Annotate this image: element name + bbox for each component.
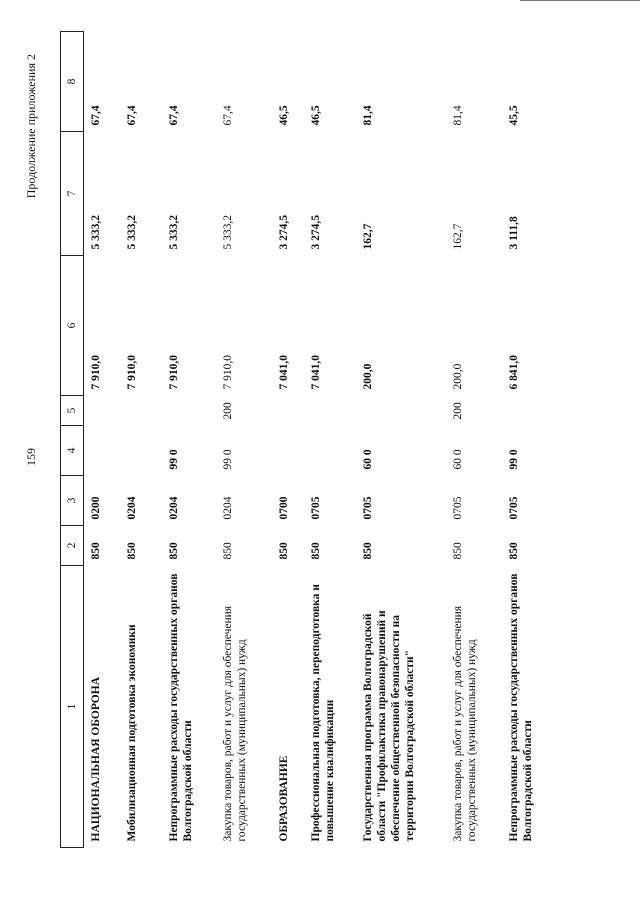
row-value: 7 910,0 (167, 355, 180, 390)
row-value: 3 274,5 (277, 215, 290, 250)
table-row (304, 32, 356, 848)
row-value: 3 274,5 (309, 215, 322, 250)
page-number: 159 (24, 448, 38, 466)
row-value: 7 041,0 (277, 355, 290, 390)
row-value: 7 910,0 (90, 355, 102, 390)
column-header: 6 (61, 256, 84, 396)
row-code (304, 426, 356, 476)
row-code: 850 (277, 542, 290, 560)
row-value: 162,7 (361, 223, 374, 250)
table-row (502, 32, 548, 848)
row-value: 200,0 (451, 363, 464, 390)
row-name: Профессиональная подготовка, переподготовка и повышение квалификации (309, 584, 336, 842)
row-name: Непрограммные расходы государственных органов Волгоградской области (507, 573, 534, 842)
row-value: 67,4 (90, 105, 102, 126)
column-header: 7 (61, 132, 84, 256)
row-code: 850 (361, 542, 374, 560)
row-code: 200 (221, 402, 234, 420)
row-code: 850 (221, 542, 234, 560)
row-code: 0705 (451, 496, 464, 520)
row-code: 850 (309, 542, 322, 560)
row-code: 0700 (277, 496, 290, 520)
row-value: 46,5 (277, 105, 290, 126)
row-code (272, 426, 304, 476)
column-header: 3 (61, 476, 84, 526)
row-code (84, 426, 120, 476)
row-code (272, 396, 304, 426)
row-code: 850 (125, 542, 138, 560)
rotated-page (20, 30, 620, 870)
row-value: 67,4 (167, 105, 180, 126)
table-row (272, 32, 304, 848)
row-value: 46,5 (309, 105, 322, 126)
row-value: 7 910,0 (125, 355, 138, 390)
row-value: 81,4 (451, 105, 464, 126)
row-value: 162,7 (451, 223, 464, 250)
row-code (502, 396, 548, 426)
row-name: Мобилизационная подготовка экономики (125, 624, 138, 842)
row-code: 99 0 (167, 449, 180, 470)
row-code (356, 396, 446, 426)
row-code: 60 0 (361, 449, 374, 470)
row-value: 7 910,0 (221, 355, 234, 390)
column-header: 4 (61, 426, 84, 476)
row-name: Закупка товаров, работ и услуг для обеспечения государственных (муниципальных) нужд (221, 605, 248, 842)
row-code: 99 0 (221, 449, 234, 470)
row-code: 0204 (167, 496, 180, 520)
row-code (304, 396, 356, 426)
row-value: 67,4 (125, 105, 138, 126)
row-code: 0204 (125, 496, 138, 520)
row-code: 0204 (221, 496, 234, 520)
row-name: НАЦИОНАЛЬНАЯ ОБОРОНА (90, 676, 102, 842)
row-value: 3 111,8 (507, 216, 520, 250)
row-code (84, 396, 120, 426)
row-value: 5 333,2 (90, 215, 102, 250)
row-value: 200,0 (361, 363, 374, 390)
row-value: 45,5 (507, 105, 520, 126)
column-header: 1 (61, 566, 84, 848)
row-code: 200 (451, 402, 464, 420)
column-header: 2 (61, 526, 84, 566)
budget-table (60, 31, 548, 848)
row-name: Непрограммные расходы государственных органов Волгоградской области (167, 573, 194, 842)
row-code: 99 0 (507, 449, 520, 470)
row-name: Государственная программа Волгоградской области "Профилактика правонарушений и обеспечение общественной безопасности на территории Волгоградской области" (361, 610, 416, 842)
table-row (356, 32, 446, 848)
row-name: Закупка товаров, работ и услуг для обеспечения государственных (муниципальных) нужд (451, 605, 478, 842)
row-code: 850 (167, 542, 180, 560)
row-value: 5 333,2 (221, 215, 234, 250)
row-value: 6 841,0 (507, 355, 520, 390)
row-code: 0705 (507, 496, 520, 520)
row-code: 0200 (90, 496, 102, 520)
appendix-continuation-note: Продолжение приложения 2 (24, 54, 38, 199)
row-code: 850 (90, 542, 102, 560)
row-code: 0705 (309, 496, 322, 520)
table-row (216, 32, 272, 848)
column-header: 5 (61, 396, 84, 426)
row-value: 5 333,2 (125, 215, 138, 250)
row-value: 7 041,0 (309, 355, 322, 390)
table-row (446, 32, 502, 848)
row-code (120, 426, 162, 476)
row-value: 81,4 (361, 105, 374, 126)
table-row (120, 32, 162, 848)
row-value: 67,4 (221, 105, 234, 126)
row-code (120, 396, 162, 426)
row-code (162, 396, 216, 426)
table-row (162, 32, 216, 848)
row-code: 850 (507, 542, 520, 560)
column-header: 8 (61, 32, 84, 132)
row-code: 0705 (361, 496, 374, 520)
column-header-row (61, 32, 84, 848)
table-row (84, 32, 120, 848)
row-value: 5 333,2 (167, 215, 180, 250)
row-name: ОБРАЗОВАНИЕ (277, 755, 290, 842)
row-code: 850 (451, 542, 464, 560)
row-code: 60 0 (451, 449, 464, 470)
top-rule (520, 0, 640, 1)
